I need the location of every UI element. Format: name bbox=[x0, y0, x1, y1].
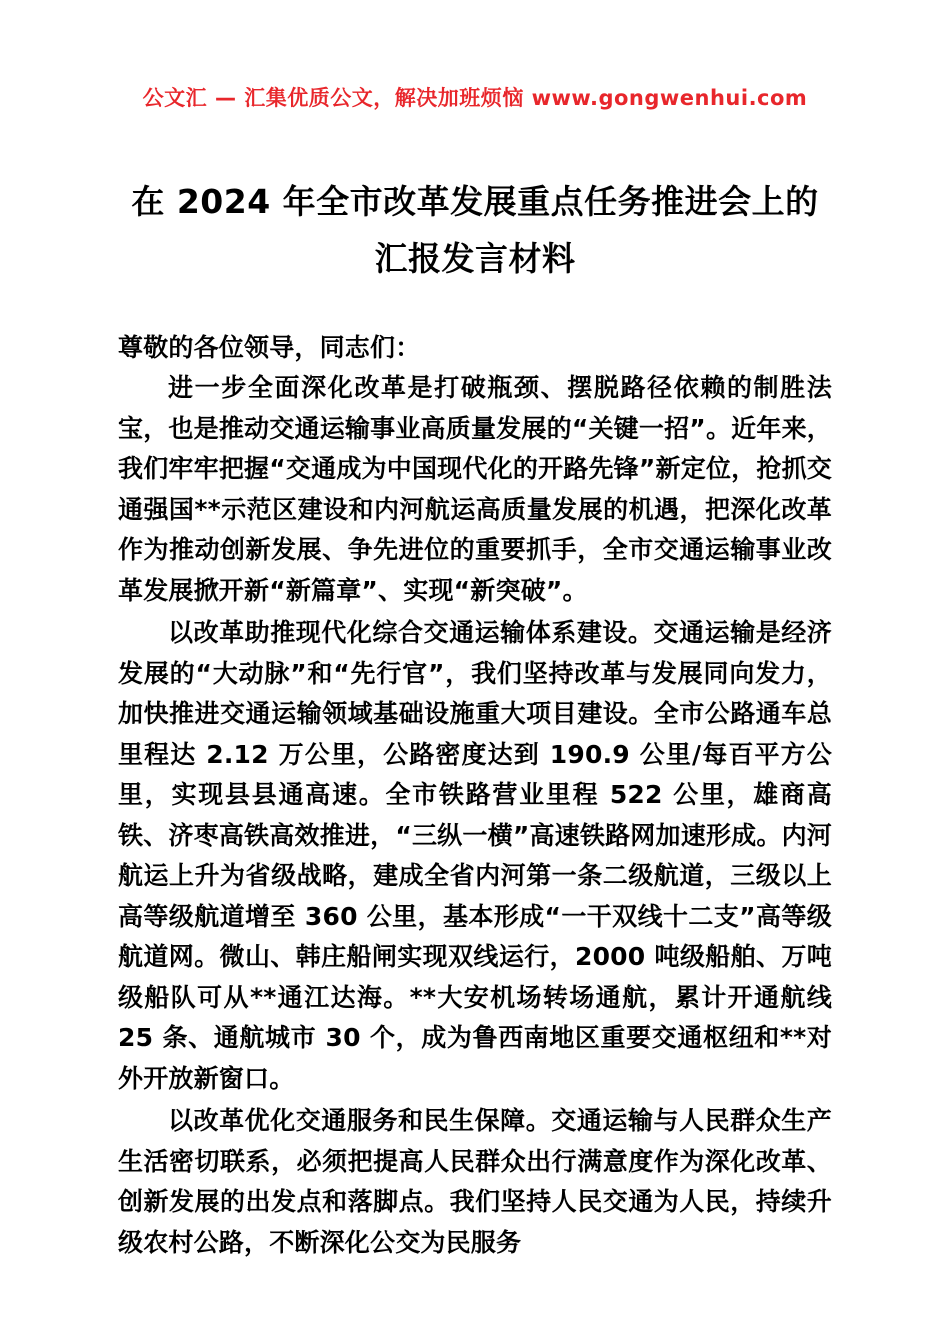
paragraph: 以改革助推现代化综合交通运输体系建设。交通运输是经济发展的“大动脉”和“先行官”，我们坚持改革与发展同向发力，加快推进交通运输领域基础设施重大项目建设。全市公路通车总里程达 2.12 万公里，公路密度达到 190.9 公里/每百平方公里，实现县县通高速。全市铁路营业里程 522 公里，雄商高铁、济枣高铁高效推进，“三纵一横”高速铁路网加速形成。内河航运上升为省级战略，建成全省内河第一条二级航道，三级以上高等级航道增至 360 公里，基本形成“一干双线十二支”高等级航道网。微山、韩庄船闸实现双线运行，2000 吨级船舶、万吨级船队可从**通江达海。**大安机场转场通航，累计开通航线 25 条、通航城市 30 个，成为鲁西南地区重要交通枢纽和**对外开放新窗口。 bbox=[118, 618, 832, 1093]
site-watermark: 公文汇 — 汇集优质公文，解决加班烦恼 www.gongwenhui.com bbox=[142, 86, 808, 110]
page-title: 在 2024 年全市改革发展重点任务推进会上的汇报发言材料 bbox=[131, 182, 819, 278]
paragraph: 以改革优化交通服务和民生保障。交通运输与人民群众生产生活密切联系，必须把提高人民群众出行满意度作为深化改革、创新发展的出发点和落脚点。我们坚持人民交通为人民，持续升级农村公路，不断深化公交为民服务 bbox=[118, 1106, 832, 1257]
document-body bbox=[118, 328, 832, 1264]
paragraph: 进一步全面深化改革是打破瓶颈、摆脱路径依赖的制胜法宝，也是推动交通运输事业高质量发展的“关键一招”。近年来，我们牢牢把握“交通成为中国现代化的开路先锋”新定位，抢抓交通强国**示范区建设和内河航运高质量发展的机遇，把深化改革作为推动创新发展、争先进位的重要抓手，全市交通运输事业改革发展掀开新“新篇章”、实现“新突破”。 bbox=[118, 373, 832, 605]
salutation: 尊敬的各位领导，同志们： bbox=[118, 332, 421, 362]
